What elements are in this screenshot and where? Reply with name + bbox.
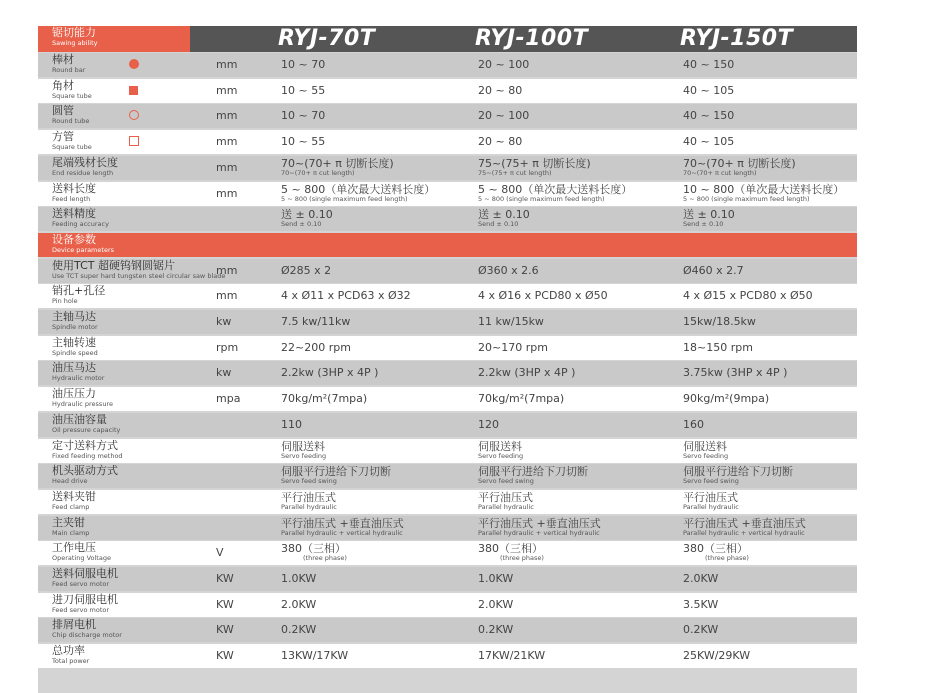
row-value-sub-2: Servo feed swing	[478, 477, 534, 486]
row-value-sub-2: 5 ~ 800 (single maximum feed length)	[478, 194, 605, 203]
row-value-1: 2.2kw (3HP x 4P )	[281, 366, 379, 380]
row-label-en: Operating Voltage	[52, 554, 111, 563]
table-row	[38, 593, 857, 617]
row-value-3: 18~150 rpm	[683, 340, 753, 354]
row-value-sub-1: Servo feed swing	[281, 477, 337, 486]
row-value-sub-3: Servo feeding	[683, 451, 729, 460]
row-value-2: 70kg/m²(7mpa)	[478, 392, 565, 406]
row-label-en: End residue length	[52, 168, 114, 177]
row-value-1: 2.0KW	[281, 597, 317, 611]
row-value-2: 20~170 rpm	[478, 340, 548, 354]
row-value-3: 40 ~ 150	[683, 58, 735, 71]
row-unit: rpm	[216, 340, 239, 354]
row-value-2: 20 ~ 100	[478, 109, 530, 123]
row-value-2: 2.2kw (3HP x 4P )	[478, 366, 576, 380]
row-label-en: Spindle motor	[52, 323, 98, 331]
table-row	[38, 361, 857, 385]
row-value-3: 4 x Ø15 x PCD80 x Ø50	[683, 289, 813, 303]
row-value-2: 送 ± 0.10	[478, 208, 530, 222]
section-title-cn: 锯切能力	[52, 26, 96, 39]
row-value-3: 平行油压式 +垂直油压式	[683, 516, 806, 530]
row-value-1: 伺服平行进给下刀切断	[281, 465, 391, 479]
row-label-en: Feed servo motor	[52, 605, 110, 614]
row-value-2: 1.0KW	[478, 572, 514, 585]
row-label-en: Use TCT super hard tungsten steel circular saw blade	[52, 271, 226, 280]
row-unit: V	[216, 546, 224, 560]
row-value-2: 120	[478, 417, 499, 431]
row-value-2: 平行油压式 +垂直油压式	[478, 516, 601, 530]
row-label-cn: 机头驱动方式	[52, 464, 118, 478]
row-value-2: 17KW/21KW	[478, 649, 546, 663]
row-label-en: Hydraulic pressure	[52, 400, 113, 409]
row-value-sub-2: 75~(75+ π cut length)	[478, 168, 552, 177]
row-value-sub-1: Servo feeding	[281, 451, 327, 460]
row-value-3: 40 ~ 105	[683, 135, 735, 149]
row-label-en: Oil pressure capacity	[52, 425, 121, 434]
row-value-2: 20 ~ 80	[478, 135, 523, 149]
row-value-sub-3: (three phase)	[705, 554, 749, 563]
row-unit: KW	[216, 623, 234, 637]
row-value-1: 10 ~ 70	[281, 109, 326, 123]
row-label-en: Device parameters	[52, 245, 114, 254]
table-row	[38, 182, 857, 206]
table-row	[38, 490, 857, 514]
row-unit: mpa	[216, 392, 241, 406]
row-label-en: Square tube	[52, 143, 92, 152]
row-value-3: 15kw/18.5kw	[683, 315, 756, 328]
table-row	[38, 336, 857, 360]
row-value-sub-2: Send ± 0.10	[478, 220, 519, 229]
row-label-en: Hydraulic motor	[52, 374, 105, 383]
sawing-ability-label	[38, 26, 190, 52]
row-label-cn: 进刀伺服电机	[52, 592, 118, 606]
row-value-sub-2: (three phase)	[500, 554, 544, 563]
row-value-3: 380（三相）	[683, 542, 748, 556]
spec-header	[38, 26, 857, 52]
row-value-sub-3: 5 ~ 800 (single maximum feed length)	[683, 194, 810, 203]
table-row	[38, 104, 857, 128]
row-value-3: 70~(70+ π 切断长度)	[683, 156, 796, 170]
row-value-1: 7.5 kw/11kw	[281, 315, 351, 328]
row-label-cn: 棒材	[52, 53, 74, 66]
hollow-circle-icon	[129, 110, 139, 120]
row-value-1: 送 ± 0.10	[281, 208, 333, 222]
row-label-cn: 油压马达	[52, 361, 96, 375]
row-value-1: 70~(70+ π 切断长度)	[281, 156, 394, 170]
row-value-2: 平行油压式	[478, 490, 533, 504]
model-ryj-100t: RYJ-100T	[475, 26, 589, 51]
row-value-3: 160	[683, 417, 704, 431]
row-value-3: Ø460 x 2.7	[683, 263, 744, 277]
row-value-2: Ø360 x 2.6	[478, 263, 539, 277]
row-value-3: 10 ~ 800（单次最大送料长度）	[683, 182, 845, 196]
table-row	[38, 387, 857, 411]
row-label-en: Square tube	[52, 91, 92, 100]
row-label-cn: 角材	[52, 78, 74, 92]
row-value-sub-2: Parallel hydraulic + vertical hydraulic	[478, 528, 600, 537]
table-row	[38, 567, 857, 591]
row-unit: mm	[216, 83, 238, 97]
row-value-sub-3: Send ± 0.10	[683, 220, 724, 229]
row-label-cn: 使用TCT 超硬钨钢圆锯片	[52, 258, 175, 272]
row-label-cn: 主轴马达	[52, 310, 96, 323]
row-value-2: 0.2KW	[478, 623, 514, 637]
row-label-en: Feed servo motor	[52, 580, 110, 588]
row-value-sub-3: Parallel hydraulic + vertical hydraulic	[683, 528, 805, 537]
filled-circle-icon	[129, 59, 139, 69]
model-ryj-70t: RYJ-70T	[278, 26, 376, 51]
row-value-1: 13KW/17KW	[281, 649, 349, 663]
row-value-1: 5 ~ 800（单次最大送料长度）	[281, 182, 436, 196]
table-row	[38, 541, 857, 565]
row-value-sub-1: Parallel hydraulic + vertical hydraulic	[281, 528, 403, 537]
row-label-cn: 总功率	[52, 644, 85, 658]
row-label-cn: 尾端残材长度	[52, 155, 118, 169]
row-label-cn: 送料夹钳	[52, 489, 96, 503]
row-unit: mm	[216, 160, 238, 174]
row-value-3: 90kg/m²(9mpa)	[683, 392, 770, 406]
row-label-cn: 油压油容量	[52, 412, 107, 426]
row-label-en: Feed length	[52, 194, 91, 203]
row-value-1: 110	[281, 417, 302, 431]
table-row	[38, 207, 857, 231]
row-value-1: 10 ~ 55	[281, 83, 326, 97]
row-unit: kw	[216, 366, 232, 380]
row-value-sub-3: Parallel hydraulic	[683, 502, 739, 511]
row-label-en: Feed clamp	[52, 502, 90, 511]
row-value-sub-1: Send ± 0.10	[281, 220, 322, 229]
row-value-2: 11 kw/15kw	[478, 315, 544, 328]
table-row	[38, 439, 857, 463]
row-value-2: 20 ~ 80	[478, 83, 523, 97]
hollow-square-icon	[129, 136, 139, 146]
row-label-cn: 销孔+孔径	[52, 284, 106, 298]
row-label-en: Pin hole	[52, 297, 78, 306]
row-value-3: 3.5KW	[683, 597, 719, 611]
row-value-2: 20 ~ 100	[478, 58, 530, 71]
row-unit: kw	[216, 315, 232, 328]
section-title-en: Sawing ability	[52, 39, 98, 47]
row-value-sub-1: Parallel hydraulic	[281, 502, 337, 511]
row-value-sub-1: (three phase)	[303, 554, 347, 563]
row-value-2: 4 x Ø16 x PCD80 x Ø50	[478, 289, 608, 303]
row-unit: KW	[216, 597, 234, 611]
row-label-cn: 工作电压	[52, 541, 96, 555]
row-value-sub-1: 5 ~ 800 (single maximum feed length)	[281, 194, 408, 203]
row-label-en: Round tube	[52, 117, 90, 126]
table-row	[38, 130, 857, 154]
row-label-en: Head drive	[52, 477, 88, 486]
row-value-sub-2: Servo feeding	[478, 451, 524, 460]
row-value-1: 4 x Ø11 x PCD63 x Ø32	[281, 289, 411, 303]
row-value-3: 送 ± 0.10	[683, 208, 735, 222]
row-value-1: 0.2KW	[281, 623, 317, 637]
table-row	[38, 516, 857, 540]
model-ryj-150t: RYJ-150T	[680, 26, 794, 51]
table-row	[38, 464, 857, 488]
row-value-2: 5 ~ 800（单次最大送料长度）	[478, 182, 633, 196]
table-row	[38, 618, 857, 642]
row-label-cn: 送料伺服电机	[52, 567, 118, 580]
section-header-row	[38, 233, 857, 257]
row-label-cn: 设备参数	[52, 232, 96, 246]
row-unit: KW	[216, 572, 234, 585]
row-value-1: 22~200 rpm	[281, 340, 351, 354]
row-value-1: 10 ~ 55	[281, 135, 326, 149]
row-value-sub-3: Servo feed swing	[683, 477, 739, 486]
row-value-sub-1: 70~(70+ π cut length)	[281, 168, 355, 177]
filled-square-icon	[129, 86, 138, 95]
row-label-cn: 方管	[52, 130, 74, 144]
row-label-cn: 排屑电机	[52, 618, 96, 632]
row-label-cn: 定寸送料方式	[52, 438, 118, 452]
row-value-2: 75~(75+ π 切断长度)	[478, 156, 591, 170]
row-value-1: 平行油压式 +垂直油压式	[281, 516, 404, 530]
row-unit: mm	[216, 135, 238, 149]
row-label-cn: 主夹钳	[52, 515, 85, 529]
row-value-3: 40 ~ 105	[683, 83, 735, 97]
row-label-cn: 圆管	[52, 104, 74, 118]
row-value-sub-2: Parallel hydraulic	[478, 502, 534, 511]
table-row	[38, 644, 857, 668]
table-row	[38, 310, 857, 334]
row-label-cn: 油压压力	[52, 387, 96, 401]
row-value-2: 380（三相）	[478, 542, 543, 556]
table-row	[38, 284, 857, 308]
row-value-2: 伺服送料	[478, 439, 522, 453]
row-label-en: Round bar	[52, 66, 86, 74]
row-label-en: Main clamp	[52, 528, 90, 537]
row-value-2: 2.0KW	[478, 597, 514, 611]
row-unit: mm	[216, 58, 238, 71]
row-value-sub-3: 70~(70+ π cut length)	[683, 168, 757, 177]
row-value-1: 伺服送料	[281, 439, 325, 453]
row-unit: mm	[216, 186, 238, 200]
row-unit: KW	[216, 649, 234, 663]
row-label-en: Feeding accuracy	[52, 220, 109, 229]
row-value-3: 伺服平行进给下刀切断	[683, 465, 793, 479]
row-value-3: 伺服送料	[683, 439, 727, 453]
row-unit: mm	[216, 109, 238, 123]
row-value-2: 伺服平行进给下刀切断	[478, 465, 588, 479]
row-value-1: 10 ~ 70	[281, 58, 326, 71]
row-value-1: 380（三相）	[281, 542, 346, 556]
row-value-1: 1.0KW	[281, 572, 317, 585]
row-unit: mm	[216, 263, 238, 277]
row-unit: mm	[216, 289, 238, 303]
row-value-3: 3.75kw (3HP x 4P )	[683, 366, 788, 380]
row-value-1: 70kg/m²(7mpa)	[281, 392, 368, 406]
row-label-en: Total power	[52, 657, 90, 666]
table-row	[38, 53, 857, 77]
row-value-3: 25KW/29KW	[683, 649, 751, 663]
row-value-3: 40 ~ 150	[683, 109, 735, 123]
row-label-cn: 送料精度	[52, 207, 96, 221]
row-value-3: 2.0KW	[683, 572, 719, 585]
row-value-1: 平行油压式	[281, 490, 336, 504]
table-row	[38, 413, 857, 437]
table-row	[38, 259, 857, 283]
row-value-3: 平行油压式	[683, 490, 738, 504]
row-value-3: 0.2KW	[683, 623, 719, 637]
row-label-cn: 送料长度	[52, 181, 96, 195]
table-row	[38, 156, 857, 180]
row-label-cn: 主轴转速	[52, 335, 96, 349]
row-label-en: Fixed feeding method	[52, 451, 123, 460]
row-label-en: Chip discharge motor	[52, 631, 122, 640]
row-value-1: Ø285 x 2	[281, 263, 332, 277]
table-row	[38, 79, 857, 103]
row-label-en: Spindle speed	[52, 348, 98, 357]
